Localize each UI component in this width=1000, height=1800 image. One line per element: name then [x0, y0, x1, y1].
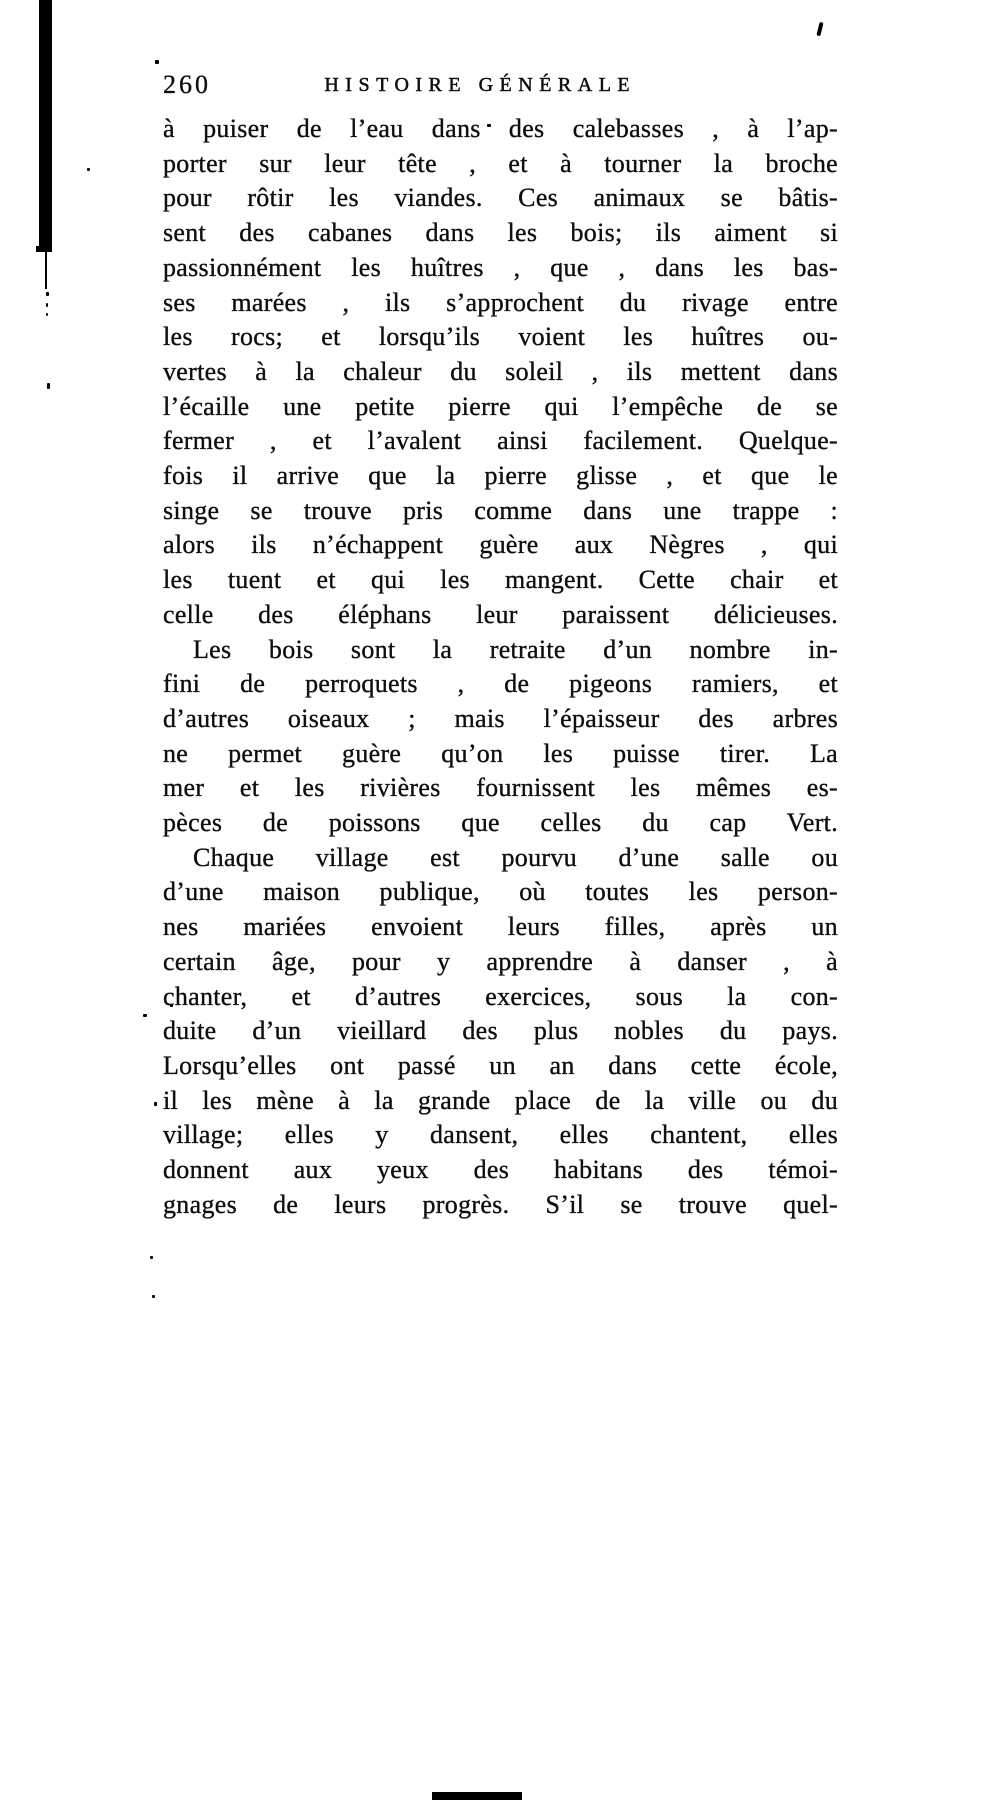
text-line: chanter, et d’autres exercices, sous la con- [163, 981, 838, 1011]
text-line: sent des cabanes dans les bois; ils aiment si [163, 218, 838, 248]
text-line: il les mène à la grande place de la ville ou du [163, 1085, 838, 1115]
text-line: porter sur leur tête , et à tourner la broche [163, 148, 838, 178]
scan-speck [143, 1014, 147, 1017]
scan-artifact-bar-hook [36, 246, 52, 252]
scan-artifact-bottom-dash [432, 1792, 522, 1800]
scan-speck [46, 303, 48, 307]
text-line: gnages de leurs progrès. S’il se trouve quel- [163, 1189, 838, 1219]
text-line: fois il arrive que la pierre glisse , et que le [163, 461, 838, 491]
text-line: village; elles y dansent, elles chantent, elles [163, 1120, 838, 1150]
text-line: singe se trouve pris comme dans une trappe : [163, 495, 838, 525]
text-line: vertes à la chaleur du soleil , ils mettent dans [163, 356, 838, 386]
text-line: ne permet guère qu’on les puisse tirer. La [163, 738, 838, 768]
text-line: pour rôtir les viandes. Ces animaux se bâtis- [163, 183, 838, 213]
text-line: duite d’un vieillard des plus nobles du pays. [163, 1016, 838, 1046]
scan-speck [155, 60, 159, 64]
text-line: Lorsqu’elles ont passé un an dans cette école, [163, 1050, 838, 1080]
scan-speck [152, 1295, 155, 1298]
text-line: donnent aux yeux des habitans des témoi- [163, 1155, 838, 1185]
page-header [163, 70, 838, 102]
text-line: les rocs; et lorsqu’ils voient les huîtres ou- [163, 322, 838, 352]
text-line: Les bois sont la retraite d’un nombre in- [193, 634, 838, 664]
running-title: HISTOIRE GÉNÉRALE [324, 74, 637, 96]
text-line: certain âge, pour y apprendre à danser , à [163, 946, 838, 976]
scan-artifact-left-bar [39, 0, 52, 249]
text-line: d’une maison publique, où toutes les person- [163, 877, 838, 907]
scan-speck [154, 1102, 157, 1106]
scan-speck [87, 168, 90, 171]
text-line: les tuent et qui les mangent. Cette chair et [163, 565, 838, 595]
scan-artifact-tail-line [45, 252, 47, 289]
text-line: pèces de poissons que celles du cap Vert. [163, 808, 838, 838]
page-body [163, 112, 838, 1223]
text-line: alors ils n’échappent guère aux Nègres , qui [163, 530, 838, 560]
text-line: l’écaille une petite pierre qui l’empêche de se [163, 391, 838, 421]
text-line: d’autres oiseaux ; mais l’épaisseur des arbres [163, 703, 838, 733]
scan-speck [46, 313, 48, 316]
scan-artifact-tick [816, 22, 823, 37]
text-line: ses marées , ils s’approchent du rivage entre [163, 287, 838, 317]
text-line: passionnément les huîtres , que , dans les bas- [163, 252, 838, 282]
text-line: Chaque village est pourvu d’une salle ou [193, 842, 838, 872]
scan-speck [150, 1256, 153, 1259]
text-line: fermer , et l’avalent ainsi facilement. Quelque- [163, 426, 838, 456]
scan-speck [47, 383, 50, 389]
text-line: fini de perroquets , de pigeons ramiers, et [163, 669, 838, 699]
text-line: celle des éléphans leur paraissent délicieuses. [163, 599, 838, 629]
scan-speck [46, 292, 49, 296]
text-line: à puiser de l’eau dans des calebasses , à l’ap- [163, 114, 838, 143]
text-line: nes mariées envoient leurs filles, après un [163, 912, 838, 942]
text-line: mer et les rivières fournissent les mêmes es- [163, 773, 838, 803]
page-number: 260 [163, 70, 211, 99]
